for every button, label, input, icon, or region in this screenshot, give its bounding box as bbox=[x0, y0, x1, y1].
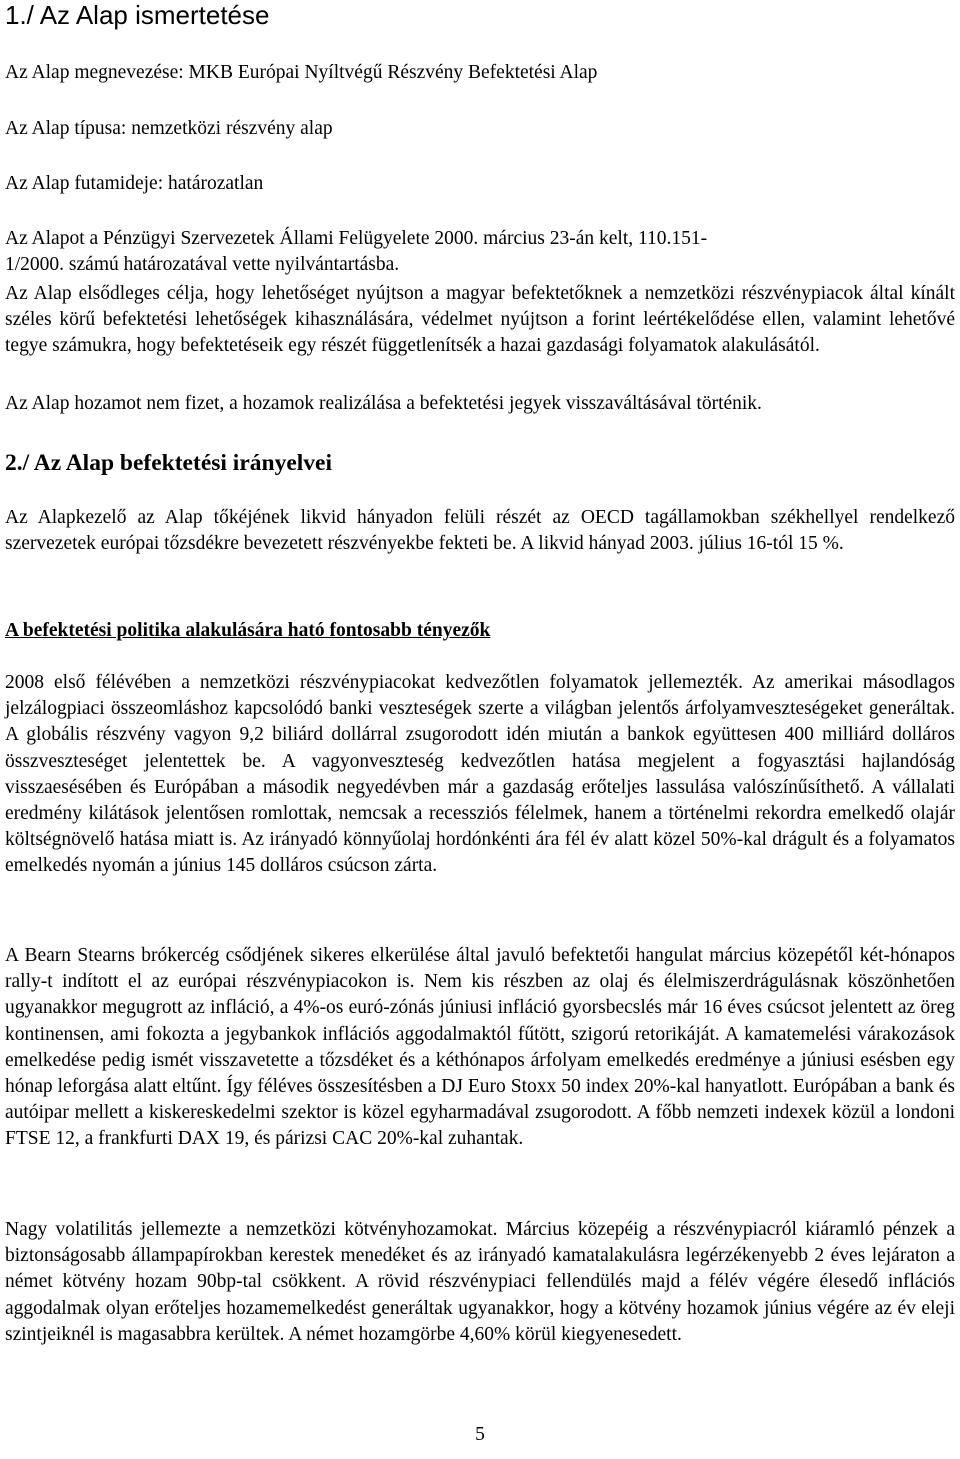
fund-type-value: nemzetközi részvény alap bbox=[131, 118, 333, 139]
market-paragraph-2: A Bearn Stearns brókercég csődjének sikeres elkerülése által javuló befektetői hangulat március közepétől két-hónapos rally-t indított el az európai részvénypiacokon is. Nem kis részben az olaj és élelmiszerdrágulásnak köszönhetően ugyanakkor megugrott az infláció, a 4%-os euró-zónás júniusi infláció gyorsbecslés már 16 éves csúcsot jelentett az öreg kontinensen, ami fokozta a jegybankok inflációs aggodalmaktól fűtött, szigorú retorikáját. A kamatemelési várakozások emelkedése pedig ismét visszavetette a tőzsdéket és a kéthónapos árfolyam emelkedés eredménye a júniusi esésben egy hónap leforgása alatt eltűnt. Így féléves összesítésben a DJ Euro Stoxx 50 index 20%-kal hanyatlott. Európában a bank és autóipar mellett a kiskereskedelmi szektor is közel egyharmadával zsugorodott. A főbb nemzeti indexek közül a londoni FTSE 12, a frankfurti DAX 19, és párizsi CAC 20%-kal zuhantak. bbox=[5, 945, 955, 1150]
fund-term-label: Az Alap futamideje: bbox=[5, 173, 164, 194]
market-paragraph-1: 2008 első félévében a nemzetközi részvénypiacokat kedvezőtlen folyamatok jellemezték. Az amerikai másodlagos jelzálogpiaci összeomláshoz kapcsolódó banki veszteségek szerte a világban jelentős árfolyamveszteségeket generáltak. A globális részvény vagyon 9,2 biliárd dollárral zsugorodott idén miután a bankok együttesen 400 milliárd dolláros összveszteséget jelentettek be. A vagyonveszteség kedvezőtlen hatása megjelent a fogyasztási hajlandóság visszaesésében és Európában a második negyedévben már a gazdaság erőteljes lassulása valószínűsíthető. A vállalati eredmény kilátások jelentősen romlottak, nemcsak a recessziós félelmek, hanem a történelmi rekordra emelkedő olajár költségnövelő hatása miatt is. Az irányadó könnyűolaj hordónkénti ára fél év alatt közel 50%-kal drágult és a folyamatos emelkedés nyomán a június 145 dolláros csúcson zárta. bbox=[5, 672, 955, 877]
fund-name-value: MKB Európai Nyíltvégű Részvény Befektetési Alap bbox=[188, 62, 598, 83]
fund-type-label: Az Alap típusa: bbox=[5, 118, 127, 139]
yield-paragraph: Az Alap hozamot nem fizet, a hozamok realizálása a befektetési jegyek visszaváltásával történik. bbox=[5, 393, 762, 414]
section-3-title: A befektetési politika alakulására ható fontosabb tényezők bbox=[5, 620, 491, 641]
fund-term-value: határozatlan bbox=[168, 173, 264, 194]
market-paragraph-3: Nagy volatilitás jellemezte a nemzetközi kötvényhozamokat. Március közepéig a részvénypiacról kiáramló pénzek a biztonságosabb állampapírokban kerestek menedéket és az irányadó kamatalakulásra legérzékenyebb 2 éves lejáraton a német kötvény hozam 90bp-tal csökkent. A rövid részvénypiaci fellendülés majd a félév végére élesedő inflációs aggodalmak olyan erőteljes hozamemelkedést generáltak ugyanakkor, hogy a kötvény hozamok június végére az év eleji szintjeiknél is magasabbra kerültek. A német hozamgörbe 4,60% körül kiegyenesedett. bbox=[5, 1219, 955, 1345]
investment-policy-paragraph: Az Alapkezelő az Alap tőkéjének likvid hányadon felüli részét az OECD tagállamokban székhellyel rendelkező szervezetek európai tőzsdékre bevezetett részvényekbe fekteti be. A likvid hányad 2003. július 16-tól 15 %. bbox=[5, 507, 955, 555]
fund-name-label: Az Alap megnevezése: bbox=[5, 62, 184, 83]
fund-name-line bbox=[5, 60, 597, 86]
goal-paragraph: Az Alap elsődleges célja, hogy lehetőséget nyújtson a magyar befektetőknek a nemzetközi részvénypiacok által kínált széles körű befektetési lehetőségek kihasználására, védelmet nyújtson a forint leértékelődése ellen, valamint lehetővé tegye számukra, hogy befektetéseik egy részét függetlenítsék a hazai gazdasági folyamatok alakulásától. bbox=[5, 283, 955, 357]
fund-type-line bbox=[5, 116, 333, 142]
section-2-title: 2./ Az Alap befektetési irányelvei bbox=[5, 450, 332, 476]
page-number: 5 bbox=[475, 1424, 485, 1445]
section-1-title: 1./ Az Alap ismertetése bbox=[5, 0, 270, 30]
fund-term-line bbox=[5, 171, 263, 197]
registration-paragraph: Az Alapot a Pénzügyi Szervezetek Állami Felügyelete 2000. március 23-án kelt, 110.151-1/2000. számú határozatával vette nyilvántartásba. bbox=[5, 228, 708, 276]
